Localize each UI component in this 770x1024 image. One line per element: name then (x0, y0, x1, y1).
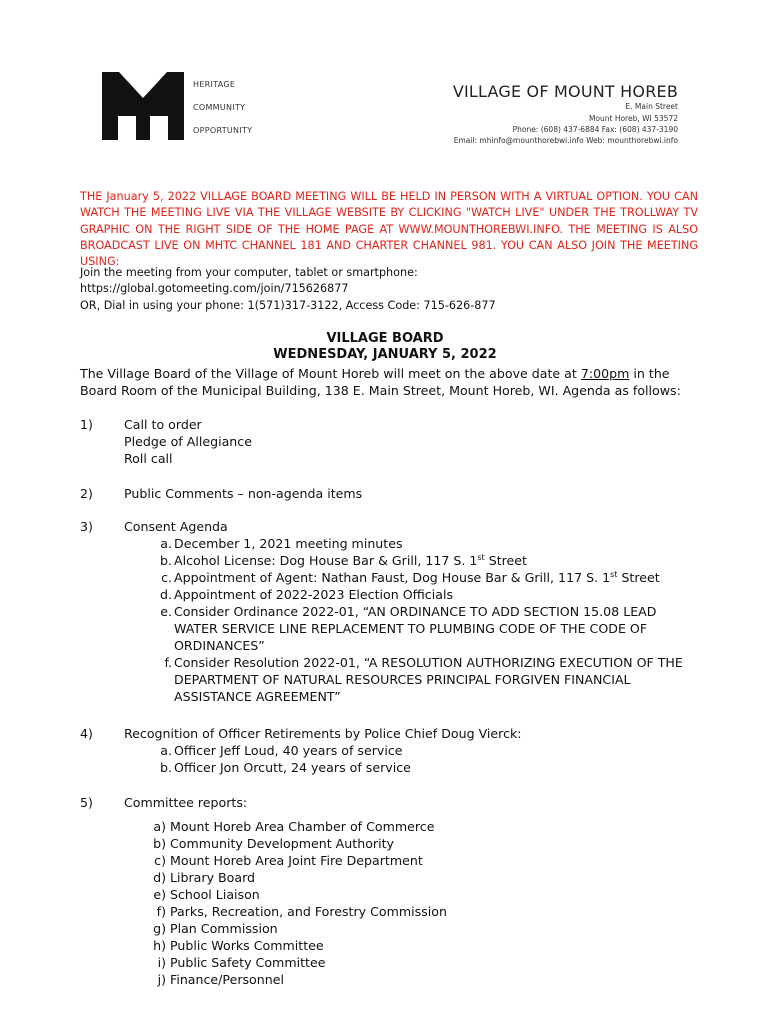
sub-item: b. Alcohol License: Dog House Bar & Grill, 117 S. 1st Street (160, 552, 527, 568)
item-line: Call to order (124, 417, 202, 432)
sub-item: d. Appointment of 2022-2023 Election Officials (160, 587, 453, 602)
meeting-date: WEDNESDAY, JANUARY 5, 2022 (273, 347, 497, 362)
sub-item: e. Consider Ordinance 2022-01, “AN ORDINANCE TO ADD SECTION 15.08 LEAD WATER SERVICE LINE REPLACEMENT TO PLUMBING CODE OF THE CODE OF ORDINANCES” (160, 604, 657, 653)
item-text: Consent Agenda (124, 519, 228, 534)
agenda-intro (80, 365, 700, 399)
address-city: Mount Horeb, WI 53572 (588, 114, 678, 123)
sub-item: a. Officer Jeff Loud, 40 years of service (160, 743, 403, 758)
sub-item: c. Appointment of Agent: Nathan Faust, Dog House Bar & Grill, 117 S. 1st Street (161, 569, 660, 585)
item-line: Pledge of Allegiance (124, 434, 252, 449)
sub-item: a) Mount Horeb Area Chamber of Commerce (153, 819, 435, 834)
item-number: 4) (80, 726, 93, 741)
item-line: Roll call (124, 451, 173, 466)
item-number: 1) (80, 417, 93, 432)
sub-item: j) Finance/Personnel (157, 972, 284, 987)
sub-item: f. Consider Resolution 2022-01, “A RESOLUTION AUTHORIZING EXECUTION OF THE DEPARTMENT OF NATURAL RESOURCES PRINCIPAL FORGIVEN FINANCIAL ASSISTANCE AGREEMENT” (164, 655, 683, 704)
meeting-time: 7:00pm (580, 366, 630, 381)
join-line: Join the meeting from your computer, tablet or smartphone: (80, 266, 418, 279)
sub-item: d) Library Board (153, 870, 256, 885)
item-number: 5) (80, 795, 93, 810)
village-logo (102, 72, 184, 140)
virtual-meeting-notice: THE January 5, 2022 VILLAGE BOARD MEETING WILL BE HELD IN PERSON WITH A VIRTUAL OPTION. YOU CAN WATCH THE MEETING LIVE VIA THE VILLAGE WEBSITE BY CLICKING "WATCH LIVE" UNDER THE TROLLWAY TV GRAPHIC ON THE RIGHT SIDE OF THE HOME PAGE AT WWW.MOUNTHOREBWI.INFO. THE MEETING IS ALSO BROADCAST LIVE ON MHTC CHANNEL 181 AND CHARTER CHANNEL 981. YOU CAN ALSO JOIN THE MEETING USING: (80, 190, 698, 269)
tagline-opportunity: OPPORTUNITY (193, 126, 253, 135)
sub-item: h) Public Works Committee (153, 938, 324, 953)
dial-in-line: OR, Dial in using your phone: 1(571)317-3122, Access Code: 715-626-877 (80, 298, 496, 312)
sub-item: i) Public Safety Committee (157, 955, 326, 970)
address-email: Email: mhinfo@mounthorebwi.info Web: mounthorebwi.info (453, 136, 678, 145)
sub-item: b) Community Development Authority (153, 836, 394, 851)
address-phone: Phone: (608) 437-6884 Fax: (608) 437-3190 (512, 125, 678, 134)
item-number: 3) (80, 519, 93, 534)
item-text: Recognition of Officer Retirements by Police Chief Doug Vierck: (124, 726, 522, 741)
village-title: VILLAGE OF MOUNT HOREB (452, 82, 678, 101)
intro-text: The Village Board of the Village of Mount Horeb will meet on the above date at (80, 366, 581, 381)
item-text: Committee reports: (124, 795, 248, 810)
join-link[interactable]: https://global.gotomeeting.com/join/715626877 (80, 282, 349, 296)
sub-item: e) School Liaison (153, 887, 260, 902)
item-text: Public Comments – non-agenda items (124, 486, 363, 501)
tagline-heritage: HERITAGE (193, 80, 236, 89)
sub-item: f) Parks, Recreation, and Forestry Commission (156, 904, 447, 919)
sub-item: b. Officer Jon Orcutt, 24 years of service (160, 760, 411, 775)
join-instructions (80, 265, 700, 314)
intro-text-end: in the Board Room of the Municipal Building, 138 E. Main Street, Mount Horeb, WI. Agenda as follows: (80, 366, 681, 398)
sub-item: g) Plan Commission (153, 921, 278, 936)
sub-item: a. December 1, 2021 meeting minutes (160, 536, 403, 551)
item-number: 2) (80, 486, 93, 501)
tagline-community: COMMUNITY (193, 103, 246, 112)
sub-item: c) Mount Horeb Area Joint Fire Department (154, 853, 423, 868)
board-title: VILLAGE BOARD (326, 331, 444, 346)
address-street: E. Main Street (625, 102, 678, 111)
